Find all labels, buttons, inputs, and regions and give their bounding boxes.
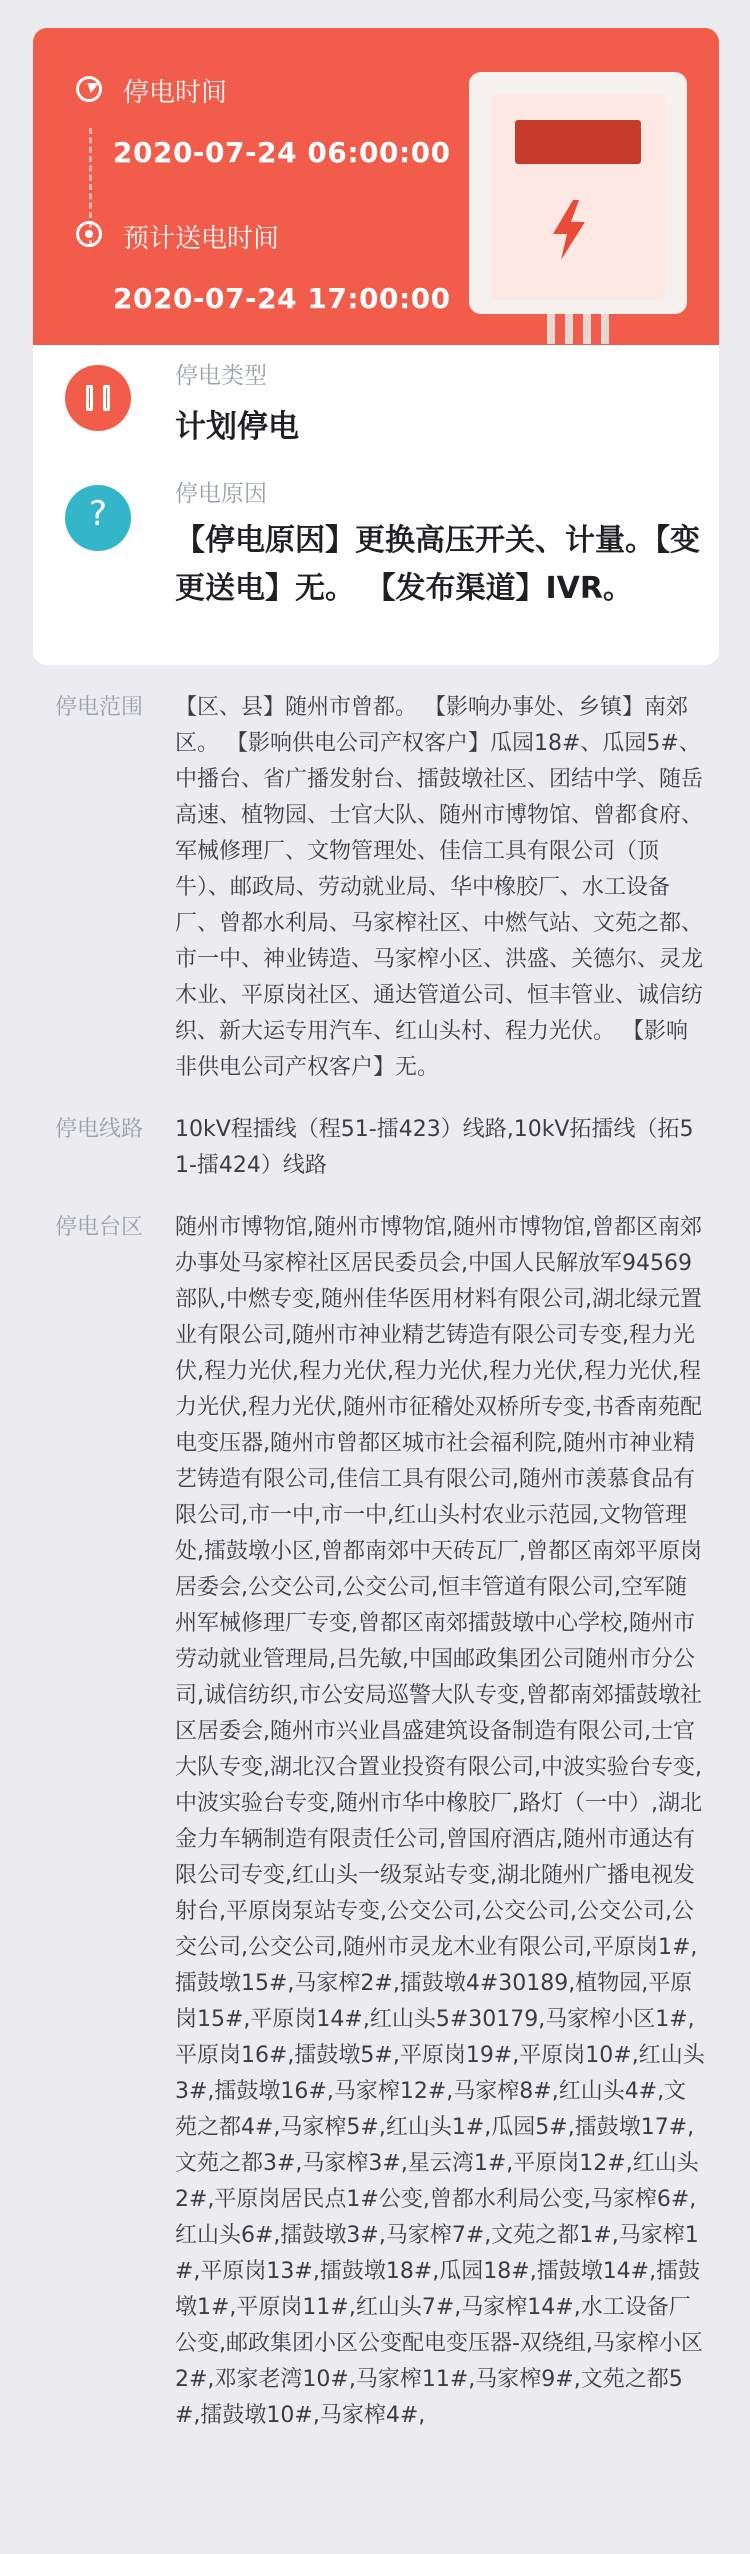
meter-screen bbox=[515, 120, 641, 164]
outage-time-label: 停电时间 bbox=[123, 78, 228, 108]
restore-time-label: 预计送电时间 bbox=[123, 224, 280, 254]
line-value: 10kV程擂线（程51-擂423）线路,10kV拓擂线（拓51-擂424）线路 bbox=[175, 1117, 694, 1178]
lightning-bolt-icon bbox=[549, 200, 589, 260]
power-off-icon bbox=[76, 76, 102, 102]
outage-reason-value: 【停电原因】更换高压开关、计量。【变更送电】无。 【发布渠道】IVR。 bbox=[175, 523, 700, 606]
area-row bbox=[33, 1210, 719, 2434]
line-label: 停电线路 bbox=[55, 1117, 144, 1142]
scope-row bbox=[33, 690, 719, 1086]
line-row bbox=[33, 1112, 719, 1184]
outage-details bbox=[33, 690, 719, 2460]
outage-time-banner bbox=[33, 28, 719, 345]
scope-label: 停电范围 bbox=[55, 695, 144, 720]
outage-time-value: 2020-07-24 06:00:00 bbox=[113, 136, 451, 169]
area-label: 停电台区 bbox=[55, 1215, 144, 1240]
outage-type-value: 计划停电 bbox=[175, 409, 299, 445]
pause-icon bbox=[65, 365, 131, 431]
outage-type-section bbox=[33, 345, 719, 465]
question-icon: ? bbox=[65, 485, 131, 551]
outage-card bbox=[33, 28, 719, 665]
outage-reason-section bbox=[33, 465, 719, 665]
area-value: 随州市博物馆,随州市博物馆,随州市博物馆,曾都区南郊办事处马家榨社区居民委员会,中国人民解放军94569部队,中燃专变,随州佳华医用材料有限公司,湖北绿元置业有限公司,随州市神业精艺铸造有限公司专变,程力光伏,程力光伏,程力光伏,程力光伏,程力光伏,程力光伏,程力光伏,程力光伏,随州市征稽处双桥所专变,书香南苑配电变压器,随州市曾都区城市社会福利院,随州市神业精艺铸造有限公司,佳信工具有限公司,随州市羡慕食品有限公司,市一中,市一中,红山头村农业示范园,文物管理处,擂鼓墩小区,曾都南郊中天砖瓦厂,曾都区南郊平原岗居委会,公交公司,公交公司,恒丰管道有限公司,空军随州军械修理厂专变,曾都区南郊擂鼓墩中心学校,随州市劳动就业管理局,吕先敏,中国邮政集团公司随州市分公司,诚信纺织,市公安局巡警大队专变,曾都南郊擂鼓墩社区居委会,随州市兴业昌盛建筑设备制造有限公司,士官大队专变,湖北汉合置业投资有限公司,中波实验台专变,中波实验台专变,随州市华中橡胶厂,路灯（一中）,湖北金力车辆制造有限责任公司,曾国府酒店,随州市通达有限公司专变,红山头一级泵站专变,湖北随州广播电视发射台,平原岗泵站专变,公交公司,公交公司,公交公司,公交公司,公交公司,随州市灵龙木业有限公司,平原岗1#,擂鼓墩15#,马家榨2#,擂鼓墩4#30189,植物园,平原岗15#,平原岗14#,红山头5#30179,马家榨小区1#,平原岗16#,擂鼓墩5#,平原岗19#,平原岗10#,红山头3#,擂鼓墩16#,马家榨12#,马家榨8#,红山头4#,文苑之都4#,马家榨5#,红山头1#,瓜园5#,擂鼓墩17#,文苑之都3#,马家榨3#,星云湾1#,平原岗12#,红山头2#,平原岗居民点1#公变,曾都水利局公变,马家榨6#,红山头6#,擂鼓墩3#,马家榨7#,文苑之都1#,马家榨1#,平原岗13#,擂鼓墩18#,瓜园18#,擂鼓墩14#,擂鼓墩1#,平原岗11#,红山头7#,马家榨14#,水工设备厂公变,邮政集团小区公变配电变压器-双绕组,马家榨小区2#,邓家老湾10#,马家榨11#,马家榨9#,文苑之都5#,擂鼓墩10#,马家榨4#, bbox=[175, 1215, 705, 2428]
restore-dot-icon bbox=[76, 221, 102, 247]
restore-time-value: 2020-07-24 17:00:00 bbox=[113, 282, 451, 315]
outage-type-label: 停电类型 bbox=[175, 363, 267, 389]
electric-meter-illustration bbox=[469, 72, 687, 344]
outage-reason-label: 停电原因 bbox=[175, 481, 267, 507]
scope-value: 【区、县】随州市曾都。 【影响办事处、乡镇】南郊区。 【影响供电公司产权客户】瓜园18#、瓜园5#、中播台、省广播发射台、擂鼓墩社区、团结中学、随岳高速、植物园、士官大队、随州市博物馆、曾都食府、军械修理厂、文物管理处、佳信工具有限公司（顶牛）、邮政局、劳动就业局、华中橡胶厂、水工设备厂、曾都水利局、马家榨社区、中燃气站、文苑之都、市一中、神业铸造、马家榨小区、洪盛、关德尔、灵龙木业、平原岗社区、通达管道公司、恒丰管业、诚信纺织、新大运专用汽车、红山头村、程力光伏。 【影响非供电公司产权客户】无。 bbox=[175, 695, 704, 1080]
